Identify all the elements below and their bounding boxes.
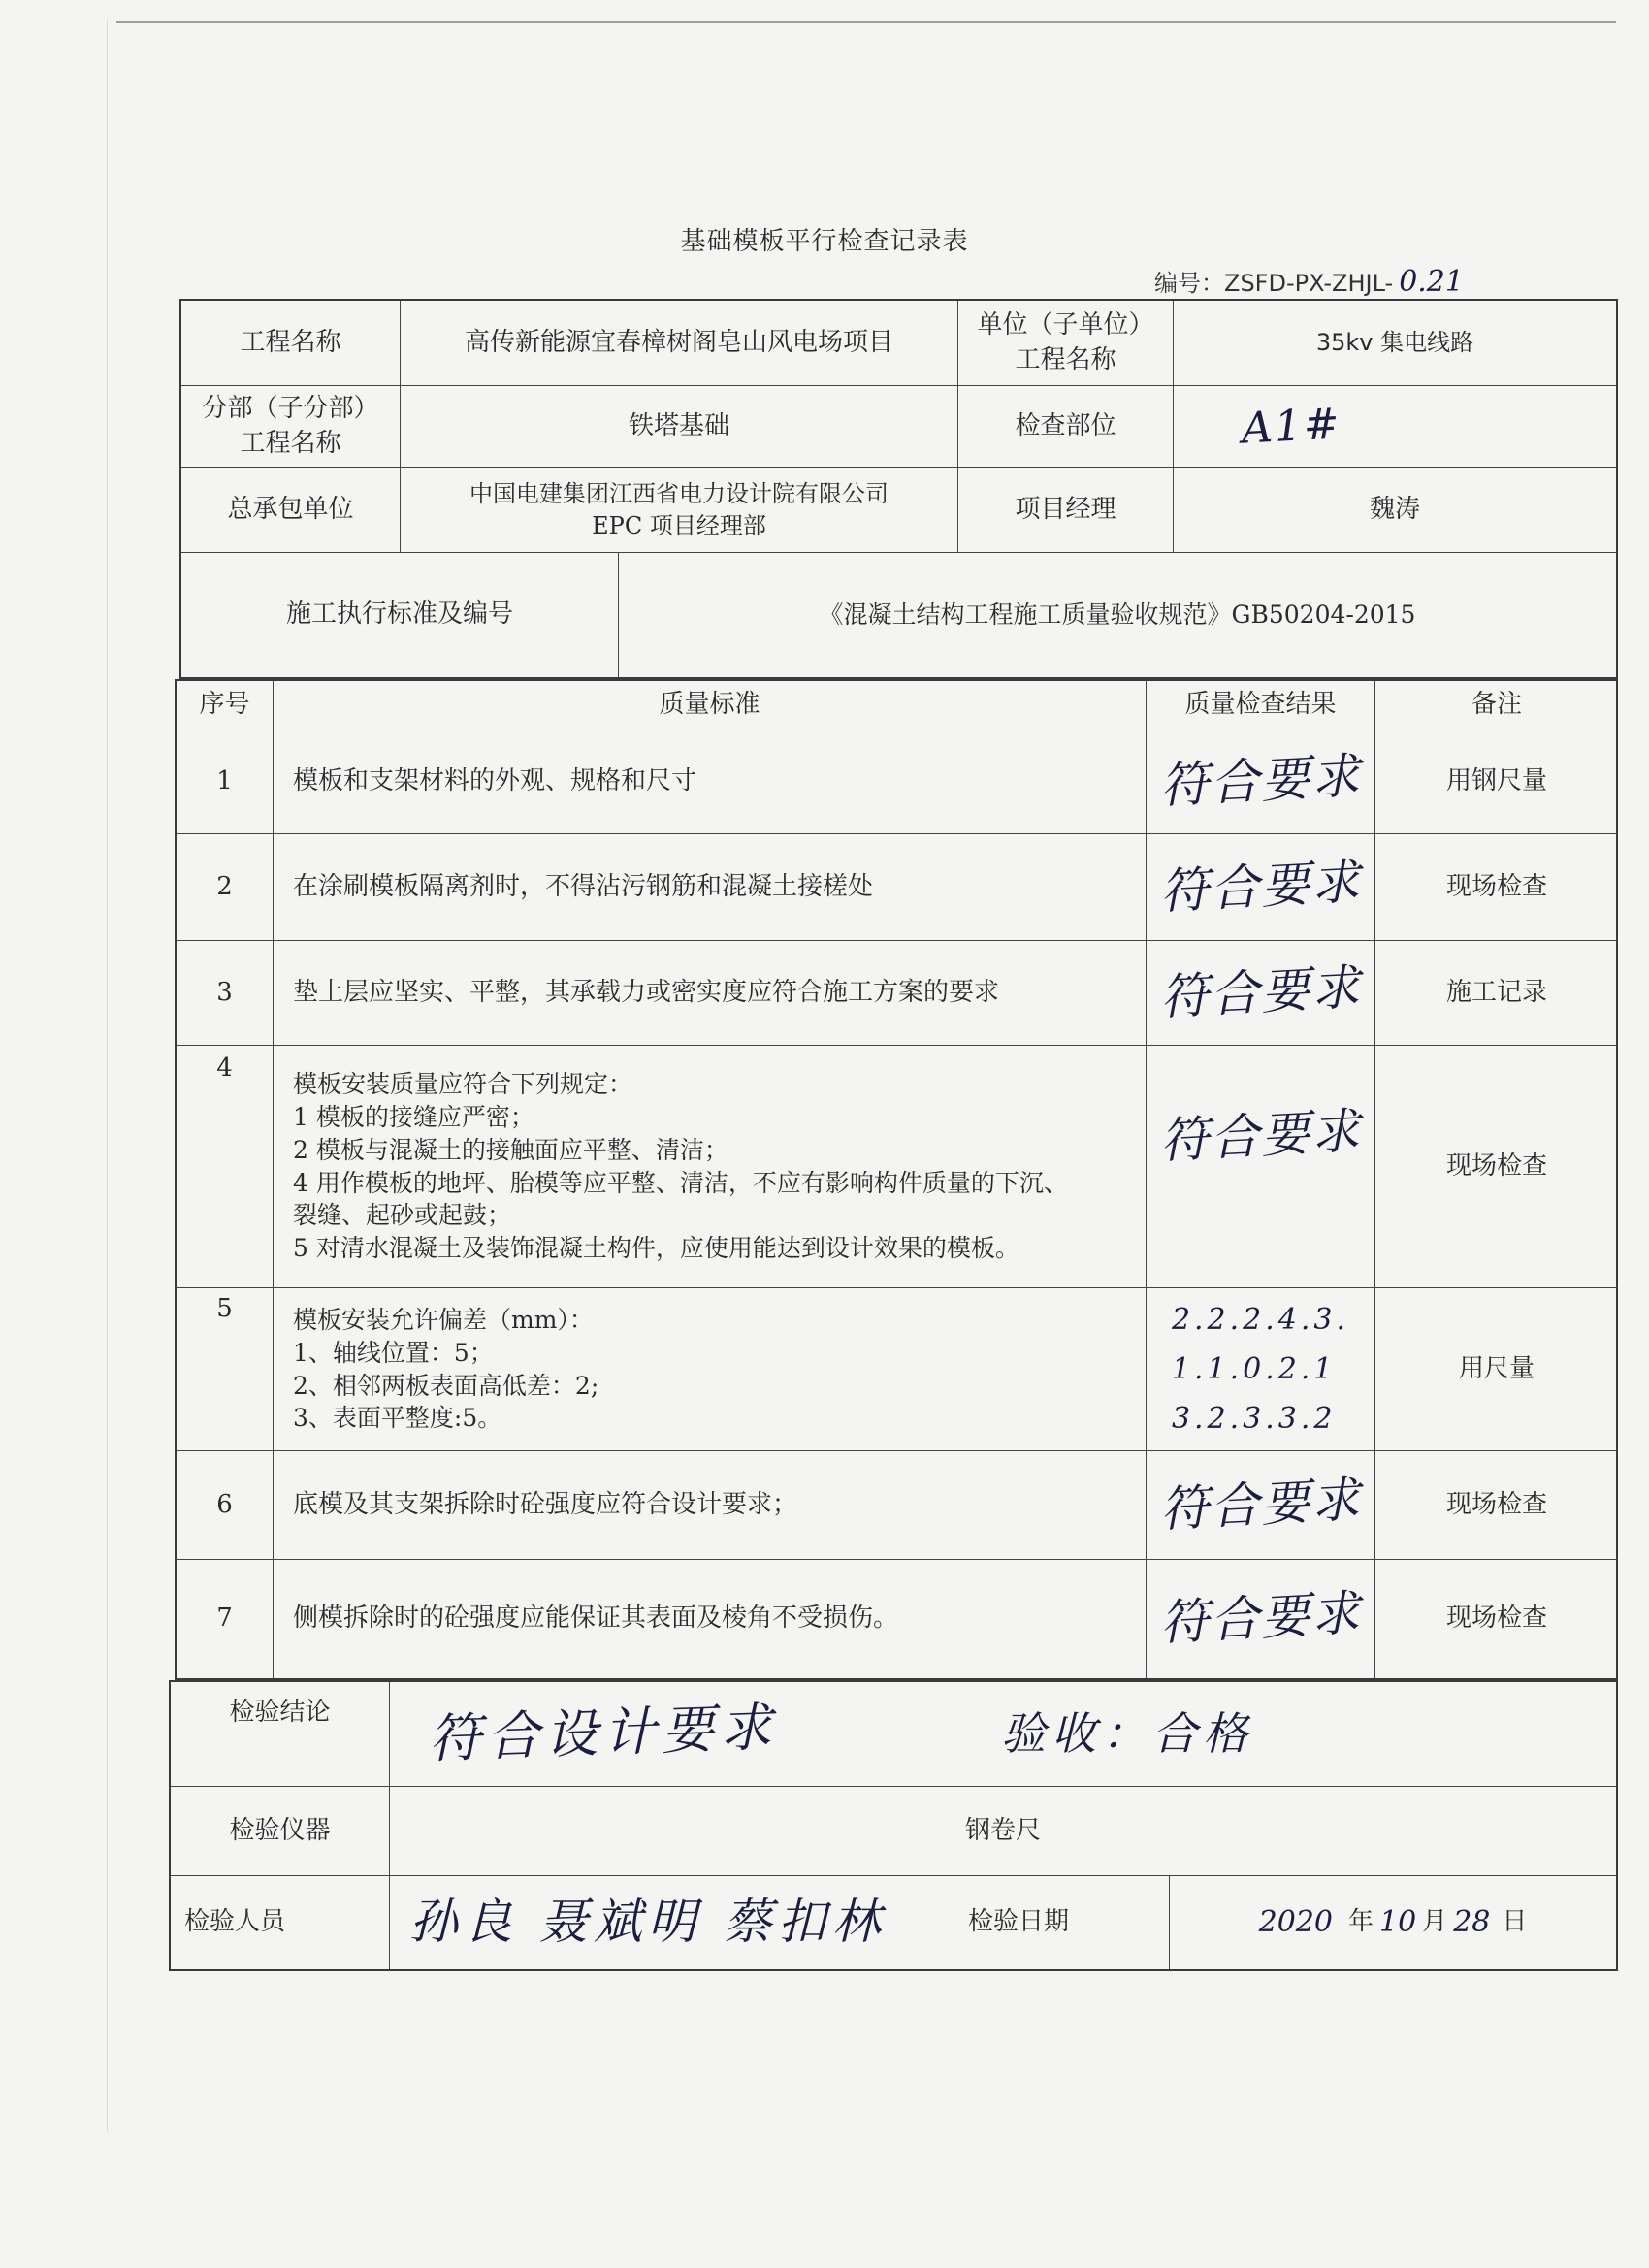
row-standard: 模板安装允许偏差（mm）： 1、轴线位置：5； 2、相邻两板表面高低差：2; 3、表面平整度:5。 — [274, 1288, 1147, 1451]
row-standard: 在涂刷模板隔离剂时，不得沾污钢筋和混凝土接槎处 — [274, 834, 1147, 941]
document-number — [1154, 264, 1464, 299]
row-standard: 模板和支架材料的外观、规格和尺寸 — [274, 729, 1147, 834]
row-note: 用尺量 — [1375, 1288, 1618, 1451]
project-name-label: 工程名称 — [181, 301, 401, 386]
contractor-line2: EPC 项目经理部 — [592, 511, 766, 539]
instrument-value: 钢卷尺 — [390, 1787, 1616, 1876]
inspection-date-value: 2020 年 10 月 28 日 — [1258, 1904, 1528, 1939]
row-result-signature: 符合要求 — [1147, 941, 1375, 1046]
contractor-value — [401, 468, 958, 553]
sub-label-line2: 工程名称 — [240, 428, 341, 458]
row-no: 3 — [177, 941, 274, 1046]
row-note: 施工记录 — [1375, 941, 1618, 1046]
standard-label: 施工执行标准及编号 — [181, 553, 619, 677]
row-result-signature: 符合要求 — [1147, 1451, 1375, 1560]
row-standard: 垫土层应坚实、平整，其承载力或密实度应符合施工方案的要求 — [274, 941, 1147, 1046]
unit-label-line1: 单位（子单位） — [977, 310, 1154, 340]
project-name-value: 高传新能源宜春樟树阁皂山风电场项目 — [401, 301, 958, 386]
col-header-result: 质量检查结果 — [1147, 681, 1375, 729]
inspection-date-label: 检验日期 — [954, 1876, 1170, 1969]
row-note: 现场检查 — [1375, 834, 1618, 941]
header-table — [179, 299, 1618, 679]
col-header-note: 备注 — [1375, 681, 1618, 729]
document-number-label: 编号：ZSFD-PX-ZHJL- — [1154, 270, 1394, 297]
row-no: 6 — [177, 1451, 274, 1560]
col-header-no: 序号 — [177, 681, 274, 729]
inspection-part-value — [1174, 386, 1616, 468]
row-note: 用钢尺量 — [1375, 729, 1618, 834]
instrument-label: 检验仪器 — [171, 1787, 390, 1876]
project-manager-label: 项目经理 — [958, 468, 1174, 553]
contractor-label: 总承包单位 — [181, 468, 401, 553]
row-result-measurements: 2.2.2.4.3. 1.1.0.2.1 3.2.3.3.2 — [1147, 1288, 1375, 1451]
row-standard: 底模及其支架拆除时砼强度应符合设计要求； — [274, 1451, 1147, 1560]
row-no: 2 — [177, 834, 274, 941]
row-no: 5 — [177, 1288, 274, 1451]
unit-value: 35kv 集电线路 — [1174, 301, 1616, 386]
row-note: 现场检查 — [1375, 1046, 1618, 1288]
conclusion-label: 检验结论 — [171, 1682, 390, 1787]
conclusion-verdict-handwritten: 验收：合格 — [1001, 1707, 1253, 1761]
inspection-part-handwritten: A1# — [1240, 399, 1342, 454]
unit-label — [958, 301, 1174, 386]
row-standard: 侧模拆除时的砼强度应能保证其表面及棱角不受损伤。 — [274, 1560, 1147, 1678]
quality-table — [175, 679, 1618, 1680]
row-no: 1 — [177, 729, 274, 834]
row-note: 现场检查 — [1445, 1604, 1547, 1634]
row-result-signature: 符合要求 — [1147, 729, 1375, 834]
conclusion-value — [390, 1682, 1616, 1787]
row-note: 现场检查 — [1375, 1451, 1618, 1560]
row-no: 4 — [177, 1046, 274, 1288]
scan-edge — [116, 21, 1616, 23]
footer-table — [169, 1680, 1618, 1971]
inspection-part-label: 检查部位 — [958, 386, 1174, 468]
row-result-signature: 符合要求 — [1147, 1560, 1375, 1678]
sub-label-line1: 分部（子分部） — [202, 394, 379, 424]
standard-value: 《混凝土结构工程施工质量验收规范》GB50204-2015 — [819, 600, 1416, 630]
page-title: 基础模板平行检查记录表 — [680, 227, 969, 256]
scan-edge-left — [107, 19, 108, 2132]
conclusion-handwritten: 符合设计要求 — [427, 1696, 779, 1770]
sub-project-value: 铁塔基础 — [401, 386, 958, 468]
row-result-signature: 符合要求 — [1147, 1046, 1375, 1288]
contractor-line1: 中国电建集团江西省电力设计院有限公司 — [469, 480, 889, 508]
row-result-signature: 符合要求 — [1147, 834, 1375, 941]
unit-label-line2: 工程名称 — [1015, 344, 1116, 374]
col-header-standard: 质量标准 — [274, 681, 1147, 729]
document-number-handwritten: 0.21 — [1399, 265, 1464, 299]
inspector-label: 检验人员 — [171, 1876, 390, 1969]
inspector-signatures: 孙良 聂斌明 蔡扣林 — [390, 1876, 954, 1969]
row-no: 7 — [177, 1560, 274, 1678]
sub-project-label — [181, 386, 401, 468]
project-manager-value: 魏涛 — [1174, 468, 1616, 553]
row-standard: 模板安装质量应符合下列规定： 1 模板的接缝应严密； 2 模板与混凝土的接触面应平整、清洁； 4 用作模板的地坪、胎模等应平整、清洁，不应有影响构件质量的下沉、 裂缝、起砂或起鼓； 5 对清水混凝土及装饰混凝土构件，应使用能达到设计效果的模板。 — [274, 1046, 1147, 1288]
